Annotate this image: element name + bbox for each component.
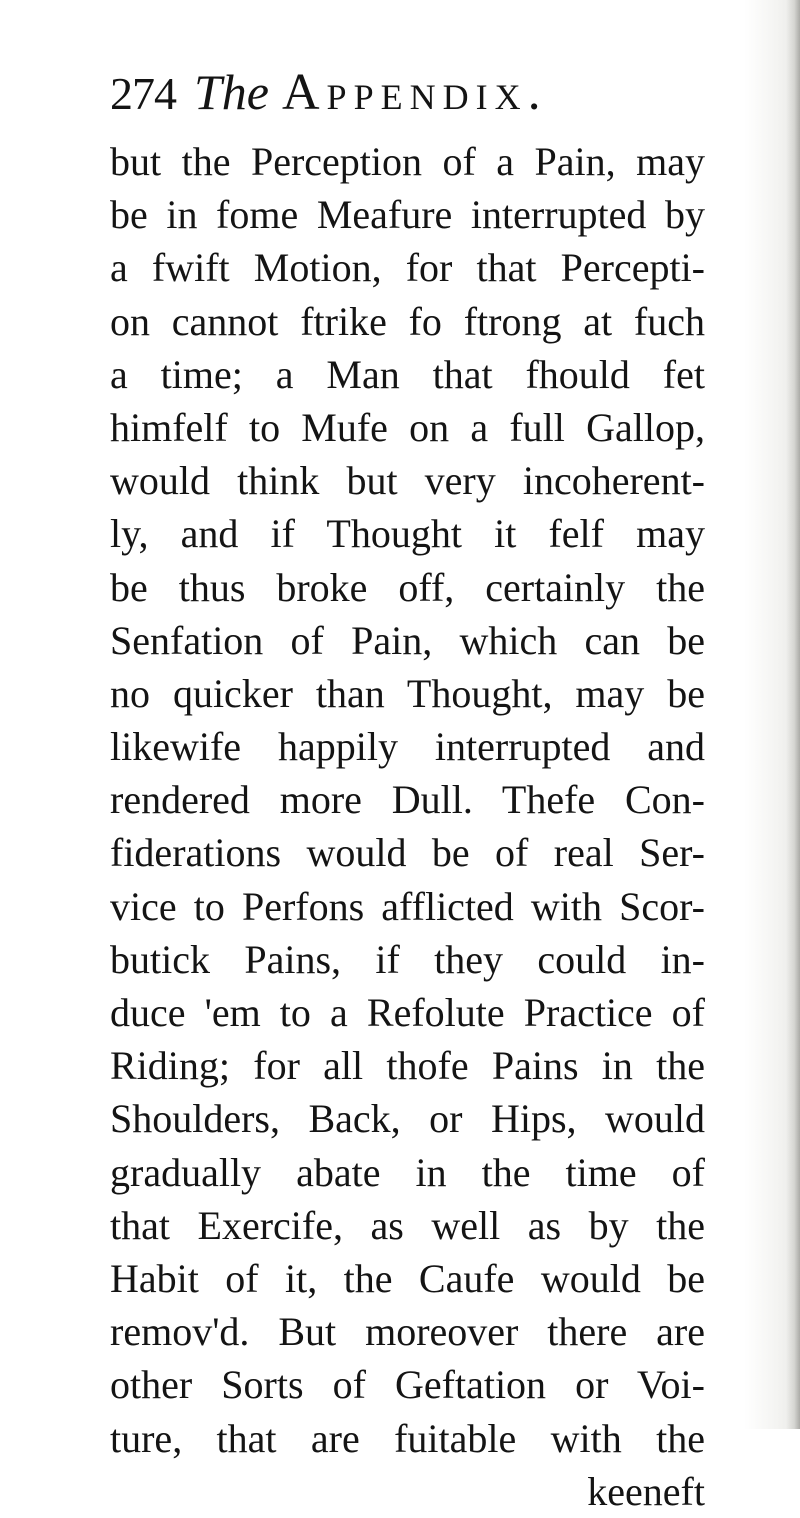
page-header — [110, 62, 548, 122]
text-line: duce 'em to a Refolute Practice of — [110, 990, 705, 1035]
body-text — [110, 135, 705, 1518]
running-title: Appendix. — [282, 64, 548, 121]
text-line: be thus broke off, certainly the — [110, 564, 705, 610]
text-line: no quicker than Thought, may be — [110, 670, 705, 716]
text-line: Shoulders, Back, or Hips, would — [110, 1096, 705, 1142]
catchword: keeneft — [587, 1468, 705, 1514]
text-line: ly, and if Thought it felf may — [110, 511, 705, 557]
text-line: Senfation of Pain, which can be — [110, 617, 705, 663]
text-line: a time; a Man that fhould fet — [110, 351, 705, 397]
text-line: other Sorts of Geftation or Voi- — [110, 1362, 705, 1408]
text-line: Habit of it, the Caufe would be — [110, 1255, 705, 1301]
text-line: butick Pains, if they could in- — [110, 936, 705, 982]
text-line: fiderations would be of real Ser- — [110, 830, 705, 876]
text-line: vice to Perfons afflicted with Scor- — [110, 883, 705, 929]
page-number: 274 — [110, 68, 176, 119]
text-line: likewife happily interrupted and — [110, 724, 705, 770]
text-line: rendered more Dull. Thefe Con- — [110, 777, 705, 823]
text-line: would think but very incoherent- — [110, 458, 705, 504]
text-line: that Exercife, as well as by the — [110, 1202, 705, 1248]
page-edge-shadow — [786, 0, 800, 1429]
text-line: be in fome Meafure interrupted by — [110, 192, 705, 238]
text-line: himfelf to Mufe on a full Gallop, — [110, 404, 705, 450]
text-line: but the Perception of a Pain, may — [110, 139, 705, 184]
text-line: ture, that are fuitable with the — [110, 1415, 705, 1461]
text-line: gradually abate in the time of — [110, 1149, 705, 1195]
text-line: a fwift Motion, for that Percepti- — [110, 245, 705, 291]
running-title-article: The — [194, 64, 269, 120]
text-line: on cannot ftrike fo ftrong at fuch — [110, 298, 705, 344]
text-line: Riding; for all thofe Pains in the — [110, 1043, 705, 1089]
text-line: remov'd. But moreover there are — [110, 1309, 705, 1355]
